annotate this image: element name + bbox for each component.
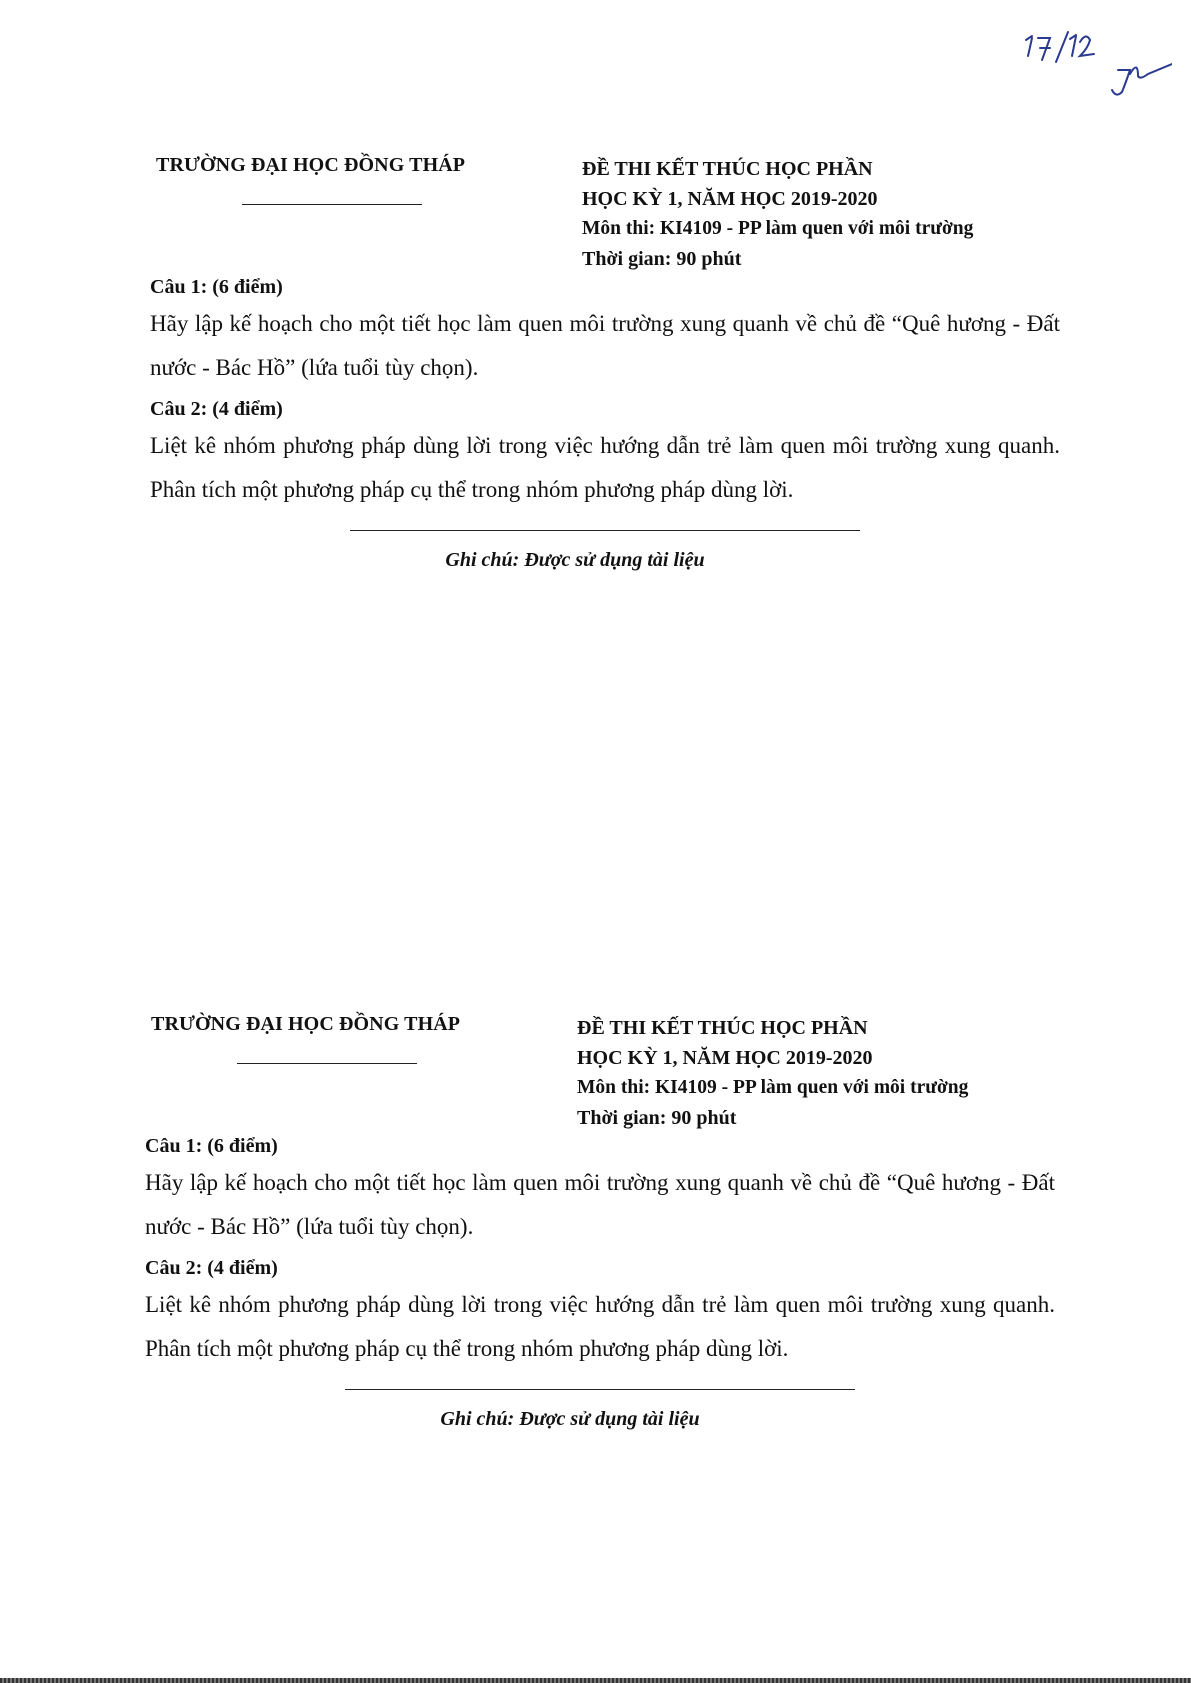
question-1: [145, 1131, 1055, 1249]
question-body: Liệt kê nhóm phương pháp dùng lời trong việc hướng dẫn trẻ làm quen môi trường xung quanh. Phân tích một phương pháp cụ thể trong nhóm phương pháp dùng lời.: [150, 433, 1060, 502]
school-underline: [237, 1063, 417, 1064]
exam-sheet-bottom: [145, 1013, 1055, 1431]
exam-duration: Thời gian: 90 phút: [582, 248, 742, 270]
school-underline: [242, 204, 422, 205]
exam-subject: Môn thi: KI4109 - PP làm quen với môi trường: [582, 218, 974, 239]
question-heading: Câu 2: (4 điểm): [150, 398, 283, 420]
exam-title: ĐỀ THI KẾT THÚC HỌC PHẦN: [582, 158, 873, 180]
question-2: [150, 394, 1060, 512]
exam-sheet-top: [150, 154, 1060, 572]
exam-term: HỌC KỲ 1, NĂM HỌC 2019-2020: [577, 1047, 873, 1069]
exam-info: [577, 1013, 968, 1133]
question-heading: Câu 1: (6 điểm): [145, 1135, 278, 1157]
exam-header: [150, 154, 1060, 272]
question-2: [145, 1253, 1055, 1371]
note-divider: [350, 530, 860, 531]
question-heading: Câu 1: (6 điểm): [150, 276, 283, 298]
handwritten-annotation: [1022, 26, 1172, 106]
school-name: TRƯỜNG ĐẠI HỌC ĐỒNG THÁP: [151, 1013, 461, 1035]
exam-note: Ghi chú: Được sử dụng tài liệu: [445, 549, 705, 571]
question-body: Hãy lập kế hoạch cho một tiết học làm quen môi trường xung quanh về chủ đề “Quê hương - Đất nước - Bác Hồ” (lứa tuổi tùy chọn).: [150, 311, 1060, 380]
scan-bottom-edge: [0, 1678, 1191, 1683]
school-name: TRƯỜNG ĐẠI HỌC ĐỒNG THÁP: [156, 154, 466, 176]
question-heading: Câu 2: (4 điểm): [145, 1257, 278, 1279]
exam-term: HỌC KỲ 1, NĂM HỌC 2019-2020: [582, 188, 878, 210]
exam-note: Ghi chú: Được sử dụng tài liệu: [440, 1408, 700, 1430]
exam-title: ĐỀ THI KẾT THÚC HỌC PHẦN: [577, 1017, 868, 1039]
note-divider: [345, 1389, 855, 1390]
exam-subject: Môn thi: KI4109 - PP làm quen với môi trường: [577, 1077, 969, 1098]
question-1: [150, 272, 1060, 390]
exam-header: [145, 1013, 1055, 1131]
exam-duration: Thời gian: 90 phút: [577, 1107, 737, 1129]
question-body: Hãy lập kế hoạch cho một tiết học làm quen môi trường xung quanh về chủ đề “Quê hương - Đất nước - Bác Hồ” (lứa tuổi tùy chọn).: [145, 1170, 1055, 1239]
question-body: Liệt kê nhóm phương pháp dùng lời trong việc hướng dẫn trẻ làm quen môi trường xung quanh. Phân tích một phương pháp cụ thể trong nhóm phương pháp dùng lời.: [145, 1292, 1055, 1361]
exam-info: [582, 154, 973, 274]
